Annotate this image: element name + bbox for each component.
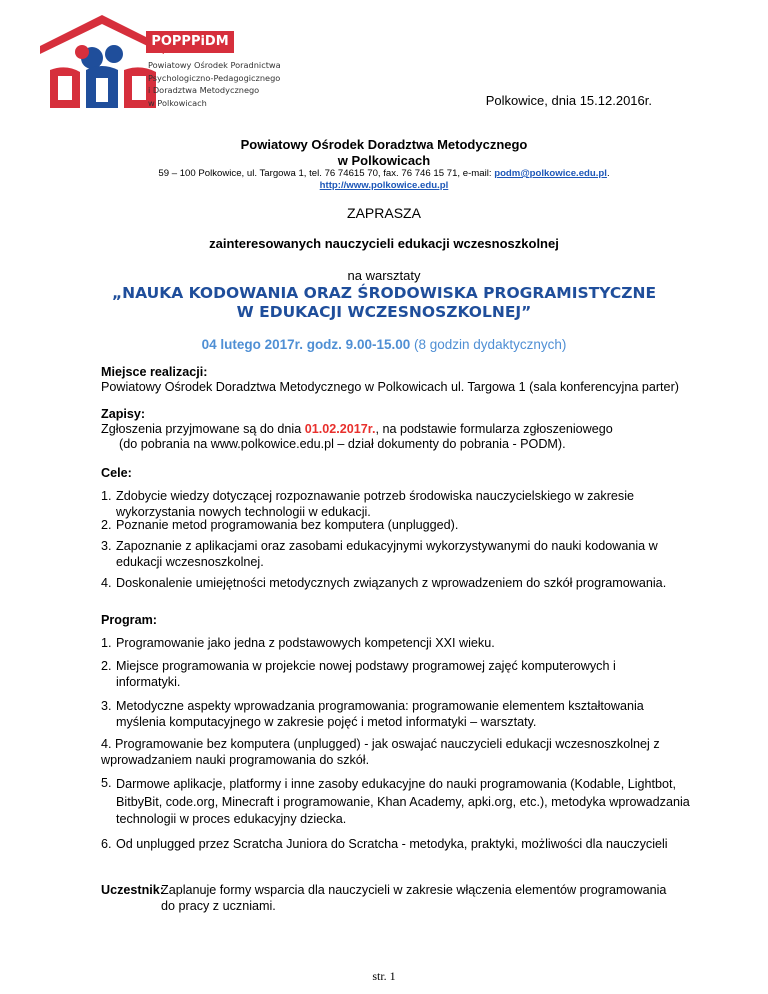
place-date: Polkowice, dnia 15.12.2016r. [485,93,652,108]
institution-address-line: 59 – 100 Polkowice, ul. Targowa 1, tel. 76 74615 70, fax. 76 746 15 71, e-mail: podm@polkowice.edu.pl. [158,168,610,179]
workshop-hours: (8 godzin dydaktycznych) [414,337,567,352]
program-item [101,776,701,829]
program-number: 2. [101,659,112,673]
venue-text: Powiatowy Ośrodek Doradztwa Metodycznego w Polkowicach ul. Targowa 1 (sala konferencyjna parter) [101,380,679,394]
goal-number: 2. [101,518,112,532]
email-link[interactable]: podm@polkowice.edu.pl [494,168,607,179]
goal-item [101,489,691,520]
program-text: Metodyczne aspekty wprowadzania programowania: programowanie elementem kształtowania myślenia komputacyjnego w zakresie pojęć i metod informatyki – warsztaty. [116,699,644,729]
na-warsztaty: na warsztaty [347,268,421,283]
workshop-date-time: 04 lutego 2017r. godz. 9.00-15.00 [201,337,411,352]
registration-deadline: 01.02.2017r. [304,422,376,436]
zaprasza-heading: ZAPRASZA [347,205,421,221]
website-line [0,180,768,192]
goal-item [101,576,691,592]
program-item [101,699,691,730]
program-number: 1. [101,636,112,650]
venue-label: Miejsce realizacji: [101,365,208,379]
goal-number: 3. [101,539,112,553]
program-text-inline: Programowanie bez komputera (unplugged) - jak oswajać nauczycieli edukacji wczesnoszkolnej z wprowadzaniem nauki programowania do szkół. [101,737,660,767]
institution-city: w Polkowicach [337,153,431,168]
program-item [101,659,671,690]
institution-address: 59 – 100 Polkowice, ul. Targowa 1, tel. 76 74615 70, fax. 76 746 15 71, e-mail: [158,168,492,179]
logo-org-name [148,59,281,109]
website-link[interactable]: http://www.polkowice.edu.pl [319,180,449,191]
logo-org-line: Psychologiczno-Pedagogicznego [148,72,281,83]
workshop-date [0,336,768,353]
program-text: Programowanie jako jedna z podstawowych kompetencji XXI wieku. [116,636,495,650]
workshop-title-line1: „NAUKA KODOWANIA ORAZ ŚRODOWISKA PROGRAMISTYCZNE [111,284,657,302]
logo-graphic [36,12,166,112]
workshop-title-line2: W EDUKACJI WCZESNOSZKOLNEJ” [236,303,532,321]
goal-text: Zapoznanie z aplikacjami oraz zasobami edukacyjnymi wykorzystywanymi do nauki kodowania w edukacji wczesnoszkolnej. [116,539,658,569]
logo-org-line: Powiatowy Ośrodek Poradnictwa [148,60,281,70]
logo [36,12,281,120]
program-item [101,636,691,652]
goal-text: Zdobycie wiedzy dotyczącej rozpoznawanie potrzeb środowiska nauczycielskiego w zakresie wykorzystania nowych technologii w edukacji. [116,489,634,519]
goal-text: Doskonalenie umiejętności metodycznych związanych z wprowadzeniem do szkół programowania. [116,576,667,590]
program-text [101,737,681,768]
program-text: Darmowe aplikacje, platformy i inne zasoby edukacyjne do nauki programowania (Kodable, Lightbot, BitbyBit, code.org, Minecraft i programowanie, Khan Academy, apki.org, etc.), metodyka wprowadzania technologii w proces edukacyjny dziecka. [116,777,690,826]
participant-section [101,883,701,914]
goal-item [101,539,691,570]
logo-org-line: w Polkowicach [148,97,207,108]
program-text: Od unplugged przez Scratcha Juniora do Scratcha - metodyka, praktyki, możliwości dla nauczycieli [116,837,668,851]
program-text: Miejsce programowania w projekcie nowej podstawy programowej zajęć komputerowych i informatyki. [116,659,616,689]
page-number: str. 1 [372,969,396,983]
logo-brand-box [146,31,234,53]
goal-number: 4. [101,576,112,590]
goals-label: Cele: [101,466,132,480]
program-number: 5. [101,776,112,790]
goal-number: 1. [101,489,112,503]
logo-brand: POPPPiDM [151,34,229,49]
program-number: 3. [101,699,112,713]
participant-text: Zaplanuje formy wsparcia dla nauczycieli w zakresie włączenia elementów programowania do pracy z uczniami. [161,883,667,913]
program-number: 6. [101,837,112,851]
goal-item [101,518,691,534]
participant-label: Uczestnik: [101,883,164,897]
audience: zainteresowanych nauczycieli edukacji wczesnoszkolnej [209,236,559,251]
institution-name: Powiatowy Ośrodek Doradztwa Metodycznego [240,137,528,152]
registration-text-before: Zgłoszenia przyjmowane są do dnia [101,422,302,436]
registration-text-after: , na podstawie formularza zgłoszeniowego [375,422,613,436]
registration-text [101,422,613,438]
program-item [101,837,721,853]
registration-label: Zapisy: [101,407,146,421]
goal-text: Poznanie metod programowania bez komputera (unplugged). [116,518,459,532]
logo-org-line: i Doradztwa Metodycznego [148,85,260,95]
registration-text-line2: (do pobrania na www.polkowice.edu.pl – dział dokumenty do pobrania - PODM). [119,437,566,451]
program-item [101,737,681,768]
program-number: 4. [101,737,112,751]
program-label: Program: [101,613,157,627]
